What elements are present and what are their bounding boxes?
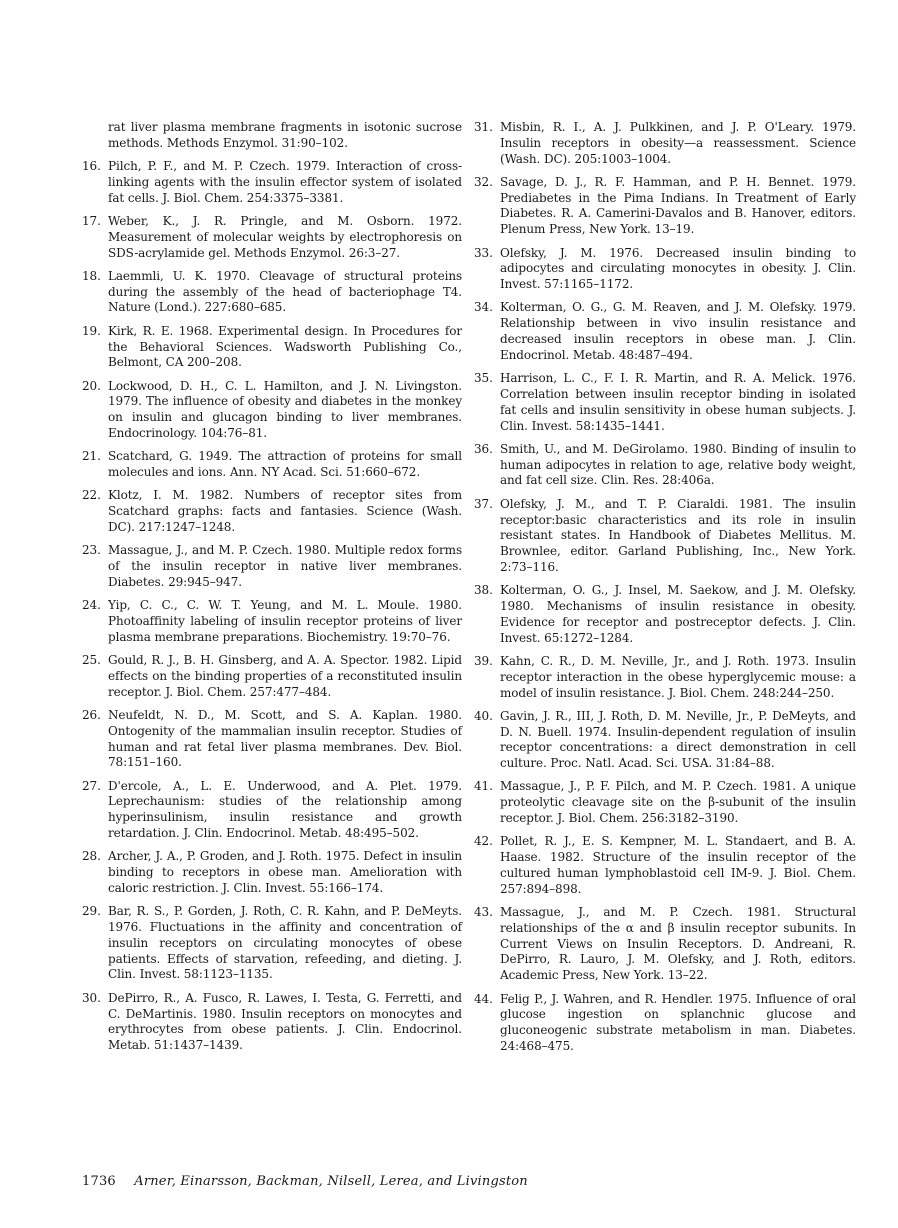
reference-entry [82, 543, 462, 590]
reference-entry [474, 992, 856, 1055]
reference-entry [474, 654, 856, 701]
reference-text: Lockwood, D. H., C. L. Hamilton, and J. N. Livingston. 1979. The influence of obesity and diabetes in the monkey on insulin and glucagon binding to liver membranes. Endocrinology. 104:76–81. [108, 378, 462, 441]
reference-entry [82, 159, 462, 206]
reference-entry [82, 379, 462, 442]
reference-number: 43. [474, 905, 493, 920]
reference-entry [474, 120, 856, 167]
reference-text: Gavin, J. R., III, J. Roth, D. M. Neville, Jr., P. DeMeyts, and D. N. Buell. 1974. Insulin-dependent regulation of insulin receptor concentrations: a direct demonstration in cell culture. Proc. Natl. Acad. Sci. USA. 31:84–88. [500, 708, 856, 771]
reference-text: Felig P., J. Wahren, and R. Hendler. 1975. Influence of oral glucose ingestion on splanchnic glucose and gluconeogenic substrate metabolism in man. Diabetes. 24:468–475. [500, 991, 856, 1053]
reference-number: 36. [474, 441, 493, 456]
reference-number: 31. [474, 120, 493, 134]
reference-entry [82, 269, 462, 316]
page-footer [82, 1174, 528, 1189]
left-column [82, 120, 462, 1061]
reference-entry [474, 175, 856, 238]
reference-entry [474, 246, 856, 293]
reference-entry [82, 324, 462, 371]
reference-text: Olefsky, J. M. 1976. Decreased insulin binding to adipocytes and circulating monocytes in obesity. J. Clin. Invest. 57:1165–1172. [500, 245, 856, 292]
reference-entry [474, 371, 856, 434]
reference-entry [82, 488, 462, 535]
reference-text: Kolterman, O. G., J. Insel, M. Saekow, and J. M. Olefsky. 1980. Mechanisms of insulin resistance in obesity. Evidence for receptor and postreceptor defects. J. Clin. Invest. 65:1272–1284. [500, 583, 856, 645]
reference-number: 39. [474, 653, 493, 668]
reference-number: 20. [82, 378, 101, 393]
reference-text: Laemmli, U. K. 1970. Cleavage of structural proteins during the assembly of the head of bacteriophage T4. Nature (Lond.). 227:680–685. [108, 268, 462, 315]
reference-number: 30. [82, 990, 101, 1005]
reference-number: 37. [474, 496, 493, 511]
reference-text: Massague, J., P. F. Pilch, and M. P. Czech. 1981. A unique proteolytic cleavage site on the β-subunit of the insulin receptor. J. Biol. Chem. 256:3182–3190. [500, 779, 856, 826]
reference-number: 33. [474, 245, 493, 260]
reference-number: 32. [474, 174, 493, 189]
reference-entry [474, 709, 856, 772]
reference-text: Bar, R. S., P. Gorden, J. Roth, C. R. Kahn, and P. DeMeyts. 1976. Fluctuations in the affinity and concentration of insulin receptors on circulating monocytes of obese patients. Effects of starvation, refeeding, and dieting. J. Clin. Invest. 58:1123–1135. [108, 904, 462, 982]
reference-number: 27. [82, 778, 101, 793]
reference-entry [474, 905, 856, 984]
reference-text: Misbin, R. I., A. J. Pulkkinen, and J. P. O'Leary. 1979. Insulin receptors in obesity—a reassessment. Science (Wash. DC). 205:1003–1004. [500, 120, 856, 166]
reference-entry [82, 849, 462, 896]
reference-number: 28. [82, 849, 101, 864]
reference-number: 24. [82, 598, 101, 613]
reference-text: Klotz, I. M. 1982. Numbers of receptor sites from Scatchard graphs: facts and fantasies. Science (Wash. DC). 217:1247–1248. [108, 488, 462, 535]
reference-number: 26. [82, 708, 101, 722]
reference-entry [82, 991, 462, 1054]
reference-number: 42. [474, 834, 493, 849]
right-column [474, 120, 856, 1062]
reference-text: Gould, R. J., B. H. Ginsberg, and A. A. Spector. 1982. Lipid effects on the binding properties of a reconstituted insulin receptor. J. Biol. Chem. 257:477–484. [108, 653, 462, 699]
running-authors: Arner, Einarsson, Backman, Nilsell, Lerea, and Livingston [134, 1174, 528, 1189]
reference-text: Archer, J. A., P. Groden, and J. Roth. 1975. Defect in insulin binding to receptors in obese man. Amelioration with caloric restriction. J. Clin. Invest. 55:166–174. [108, 849, 462, 895]
reference-text: Savage, D. J., R. F. Hamman, and P. H. Bennet. 1979. Prediabetes in the Pima Indians. In Treatment of Early Diabetes. R. A. Camerini-Davalos and B. Hanover, editors. Plenum Press, New York. 13–19. [500, 174, 856, 237]
reference-number: 34. [474, 300, 493, 315]
reference-number: 44. [474, 991, 493, 1006]
reference-number: 25. [82, 653, 101, 668]
reference-text: Pollet, R. J., E. S. Kempner, M. L. Standaert, and B. A. Haase. 1982. Structure of the insulin receptor of the cultured human lymphoblastoid cell IM-9. J. Biol. Chem. 257:894–898. [500, 834, 856, 896]
reference-entry [82, 779, 462, 842]
reference-entry [82, 449, 462, 481]
reference-number: 16. [82, 159, 101, 174]
reference-number: 17. [82, 213, 101, 228]
reference-entry [474, 834, 856, 897]
reference-text: DePirro, R., A. Fusco, R. Lawes, I. Testa, G. Ferretti, and C. DeMartinis. 1980. Insulin receptors on monocytes and erythrocytes from obese patients. J. Clin. Endocrinol. Metab. 51:1437–1439. [108, 990, 462, 1053]
reference-text: Kirk, R. E. 1968. Experimental design. In Procedures for the Behavioral Sciences. Wadsworth Publishing Co., Belmont, CA 200–208. [108, 323, 462, 370]
reference-text: Harrison, L. C., F. I. R. Martin, and R. A. Melick. 1976. Correlation between insulin receptor binding in isolated fat cells and insulin sensitivity in obese human subjects. J. Clin. Invest. 58:1435–1441. [500, 371, 856, 433]
reference-text: Pilch, P. F., and M. P. Czech. 1979. Interaction of cross-linking agents with the insulin effector system of isolated fat cells. J. Biol. Chem. 254:3375–3381. [108, 159, 462, 205]
reference-text: Neufeldt, N. D., M. Scott, and S. A. Kaplan. 1980. Ontogenity of the mammalian insulin receptor. Studies of human and rat fetal liver plasma membranes. Dev. Biol. 78:151–160. [108, 708, 462, 770]
reference-number: 41. [474, 779, 493, 794]
reference-entry [82, 214, 462, 261]
reference-entry [82, 598, 462, 645]
reference-text: Kahn, C. R., D. M. Neville, Jr., and J. Roth. 1973. Insulin receptor interaction in the obese hyperglycemic mouse: a model of insulin resistance. J. Biol. Chem. 248:244–250. [500, 653, 856, 700]
reference-entry [474, 442, 856, 489]
reference-entry [474, 779, 856, 826]
page-number: 1736 [82, 1174, 116, 1189]
reference-text: Weber, K., J. R. Pringle, and M. Osborn. 1972. Measurement of molecular weights by electrophoresis on SDS-acrylamide gel. Methods Enzymol. 26:3–27. [108, 213, 462, 260]
reference-text: Yip, C. C., C. W. T. Yeung, and M. L. Moule. 1980. Photoaffinity labeling of insulin receptor proteins of liver plasma membrane preparations. Biochemistry. 19:70–76. [108, 598, 462, 644]
reference-entry [474, 497, 856, 576]
reference-number: 23. [82, 543, 101, 558]
reference-number: 18. [82, 268, 101, 283]
reference-number: 29. [82, 904, 101, 919]
reference-text: Massague, J., and M. P. Czech. 1980. Multiple redox forms of the insulin receptor in native liver membranes. Diabetes. 29:945–947. [108, 543, 462, 589]
reference-text: rat liver plasma membrane fragments in isotonic sucrose methods. Methods Enzymol. 31:90–102. [108, 120, 462, 150]
reference-text: Massague, J., and M. P. Czech. 1981. Structural relationships of the α and β insulin receptor subunits. In Current Views on Insulin Receptors. D. Andreani, R. DePirro, R. Lauro, J. M. Olefsky, and J. Roth, editors. Academic Press, New York. 13–22. [500, 905, 856, 983]
reference-text: Olefsky, J. M., and T. P. Ciaraldi. 1981. The insulin receptor:basic characteristics and its role in insulin resistant states. In Handbook of Diabetes Mellitus. M. Brownlee, editor. Garland Publishing, Inc., New York. 2:73–116. [500, 496, 856, 574]
reference-number: 40. [474, 708, 493, 723]
reference-entry [82, 904, 462, 983]
reference-number: 22. [82, 488, 101, 503]
reference-entry [82, 708, 462, 771]
reference-entry [474, 583, 856, 646]
reference-text: D'ercole, A., L. E. Underwood, and A. Plet. 1979. Leprechaunism: studies of the relationship among hyperinsulinism, insulin resistance and growth retardation. J. Clin. Endocrinol. Metab. 48:495–502. [108, 778, 462, 841]
reference-text: Smith, U., and M. DeGirolamo. 1980. Binding of insulin to human adipocytes in relation to age, relative body weight, and fat cell size. Clin. Res. 28:406a. [500, 441, 856, 488]
reference-entry [474, 300, 856, 363]
reference-text: Scatchard, G. 1949. The attraction of proteins for small molecules and ions. Ann. NY Acad. Sci. 51:660–672. [108, 449, 462, 480]
reference-number: 19. [82, 323, 101, 338]
reference-entry [82, 653, 462, 700]
reference-number: 35. [474, 371, 493, 386]
reference-number: 21. [82, 449, 101, 464]
reference-text: Kolterman, O. G., G. M. Reaven, and J. M. Olefsky. 1979. Relationship between in vivo insulin resistance and decreased insulin receptors in obese man. J. Clin. Endocrinol. Metab. 48:487–494. [500, 300, 856, 362]
reference-number: 38. [474, 583, 493, 598]
reference-entry [82, 120, 462, 152]
